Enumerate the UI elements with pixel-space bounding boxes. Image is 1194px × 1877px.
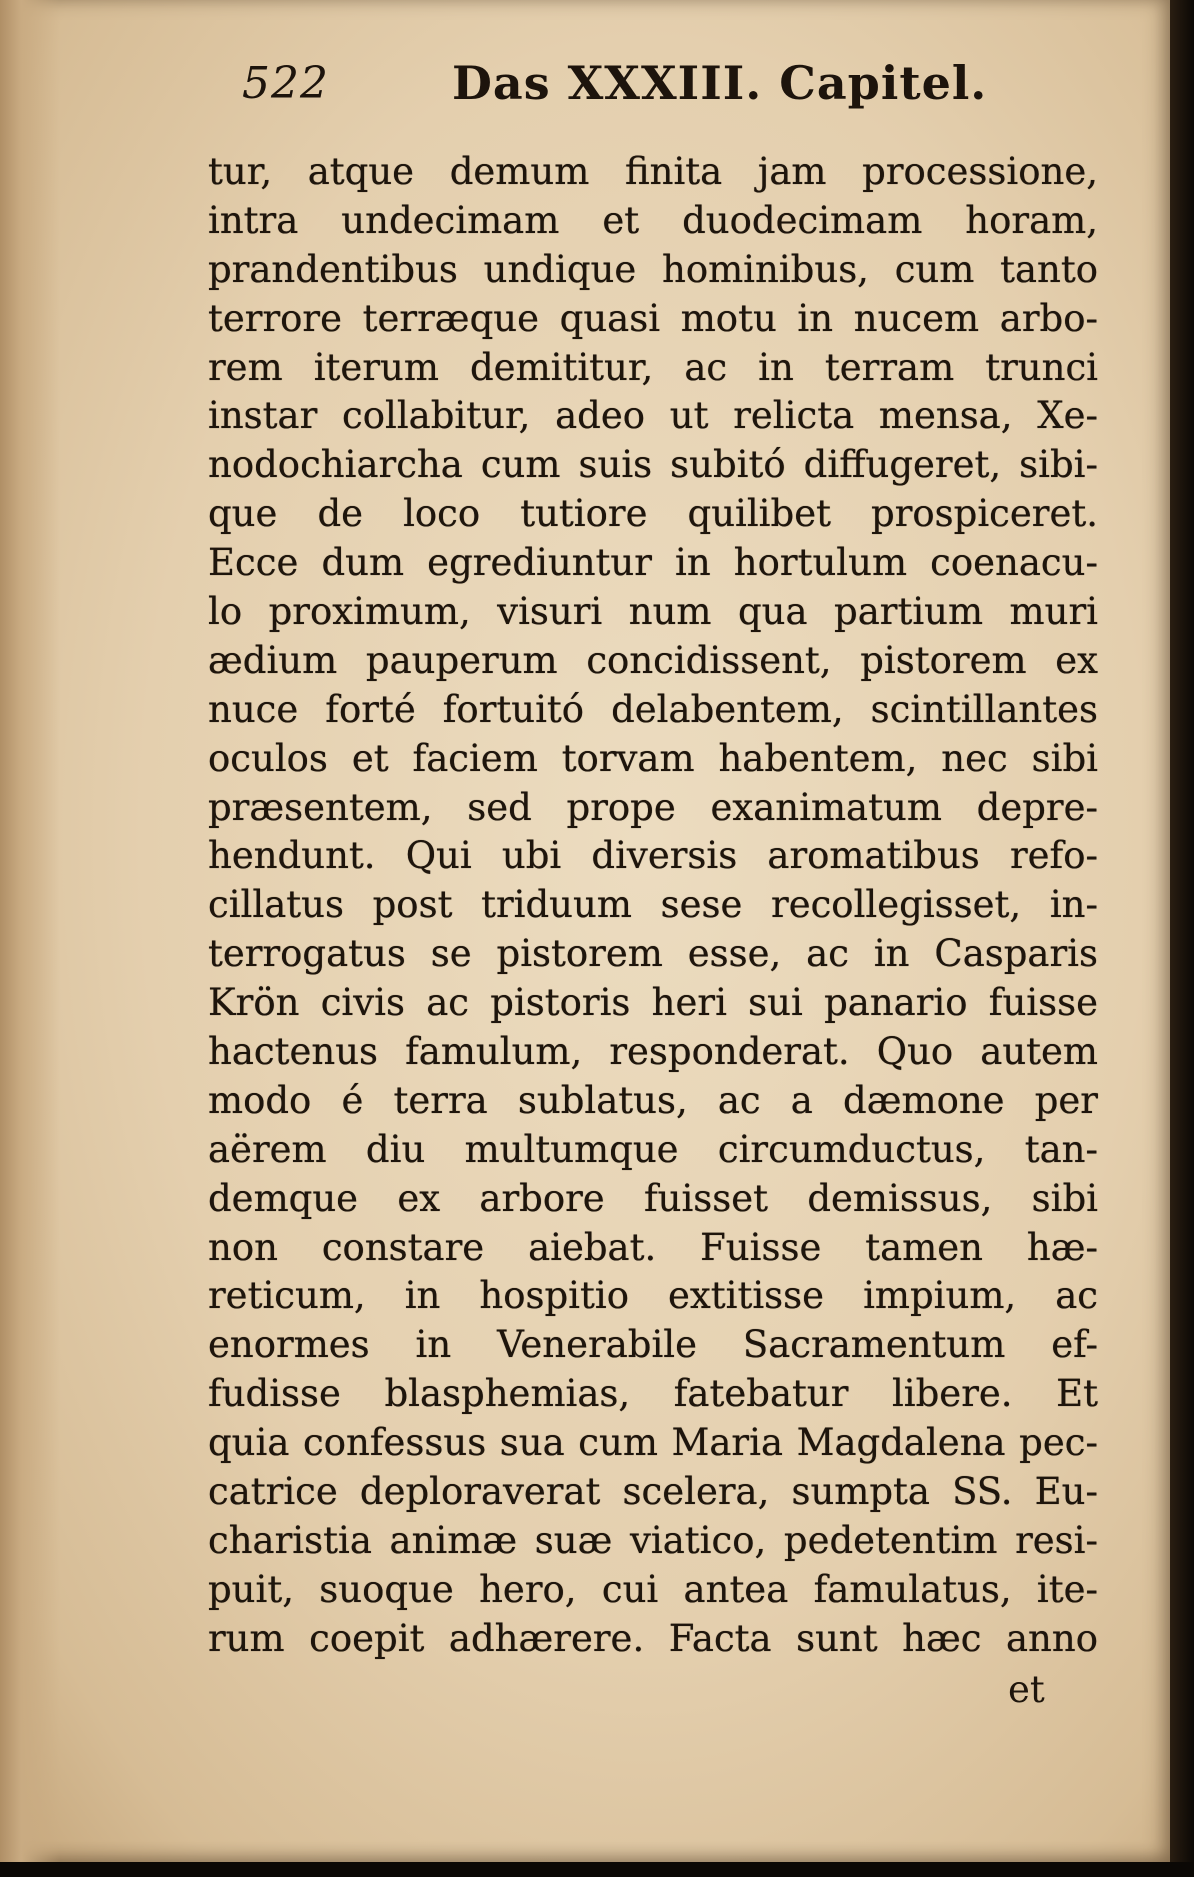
text-line: ædium pauperum concidissent, pistorem ex [208, 638, 1098, 682]
page-number: 522 [242, 58, 329, 109]
page-header [200, 58, 1100, 118]
page-edge-shadow [1170, 0, 1194, 1877]
text-line: Krön civis ac pistoris heri sui panario fuisse [208, 981, 1098, 1025]
text-line: cillatus post triduum sese recollegisset, in- [208, 883, 1098, 927]
text-line: non constare aiebat. Fuisse tamen hæ- [208, 1225, 1098, 1269]
text-line: quia confessus sua cum Maria Magdalena pec- [208, 1421, 1098, 1465]
text-line: tur, atque demum finita jam processione, [208, 150, 1098, 193]
binding-gutter [0, 0, 60, 1862]
text-line: Ecce dum egrediuntur in hortulum coenacu- [208, 541, 1098, 585]
text-line: puit, suoque hero, cui antea famulatus, ite- [208, 1567, 1098, 1611]
text-line: lo proximum, visuri num qua partium muri [208, 590, 1098, 634]
text-line: enormes in Venerabile Sacramentum ef- [208, 1323, 1098, 1367]
text-line: præsentem, sed prope exanimatum depre- [208, 785, 1098, 829]
text-line: fudisse blasphemias, fatebatur libere. Et [208, 1372, 1098, 1416]
text-line: nodochiarcha cum suis subitó diffugeret, sibi- [208, 443, 1098, 487]
text-line: modo é terra sublatus, ac a dæmone per [208, 1078, 1098, 1122]
text-line: charistia animæ suæ viatico, pedetentim resi- [208, 1518, 1098, 1562]
body-text [208, 148, 1098, 1664]
text-line: demque ex arbore fuisset demissus, sibi [208, 1176, 1098, 1220]
text-line: catrice deploraverat scelera, sumpta SS. Eu- [208, 1470, 1098, 1514]
text-line: oculos et faciem torvam habentem, nec sibi [208, 736, 1098, 780]
text-line: que de loco tutiore quilibet prospiceret. [208, 492, 1098, 536]
text-line: prandentibus undique hominibus, cum tanto [208, 247, 1098, 291]
text-line: hactenus famulum, responderat. Quo autem [208, 1030, 1098, 1074]
text-line: reticum, in hospitio extitisse impium, ac [208, 1274, 1098, 1318]
text-line: terrogatus se pistorem esse, ac in Casparis [208, 932, 1098, 976]
text-line: rum coepit adhærere. Facta sunt hæc anno [208, 1616, 1098, 1660]
text-line: hendunt. Qui ubi diversis aromatibus refo- [208, 834, 1098, 878]
catchword: et [1008, 1668, 1045, 1711]
text-line: nuce forté fortuitó delabentem, scintillantes [208, 687, 1098, 731]
text-line: instar collabitur, adeo ut relicta mensa, Xe- [208, 394, 1098, 438]
text-line: aërem diu multumque circumductus, tan- [208, 1127, 1098, 1171]
text-line: intra undecimam et duodecimam horam, [208, 198, 1098, 242]
text-line: terrore terræque quasi motu in nucem arbo- [208, 296, 1098, 340]
page-bottom-shadow [0, 1862, 1194, 1877]
text-line: rem iterum demititur, ac in terram trunci [208, 345, 1098, 389]
running-head: Das XXXIII. Capitel. [452, 56, 988, 110]
